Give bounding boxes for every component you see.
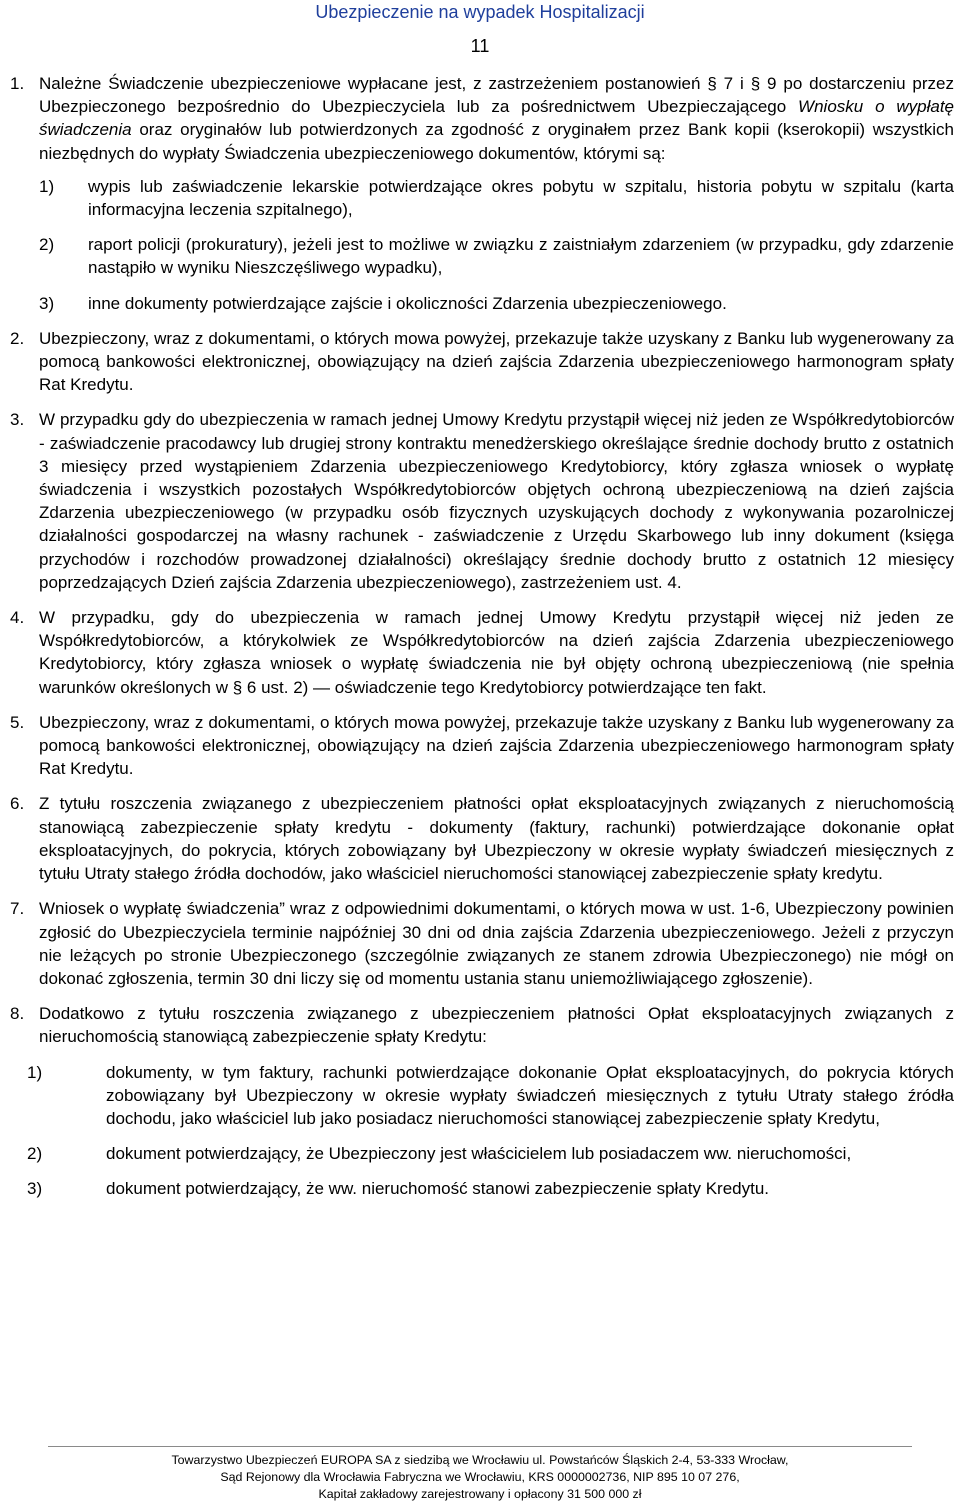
section-symbol: § 6 <box>232 677 257 697</box>
footer-divider <box>48 1446 912 1447</box>
section-2 <box>10 327 954 397</box>
document-body <box>10 72 954 1213</box>
section-number: 7. <box>10 899 25 919</box>
list-item: 1) wypis lub zaświadczenie lekarskie potwierdzające okres pobytu w szpitalu, historia pobytu w szpitalu (karta informacyjna leczenia szpitalnego), <box>39 176 954 220</box>
section-number: 4. <box>10 608 25 628</box>
list-item: 3) inne dokumenty potwierdzające zajście i okoliczności Zdarzenia ubezpieczeniowego. <box>39 293 727 313</box>
section-number: 3. <box>10 410 25 430</box>
section-text: Należne Świadczenie ubezpieczeniowe wypłacane jest, z zastrzeżeniem postanowień § 7 i § 9 po dostarczeniu przez Ubezpieczonego bezpośrednio do Ubezpieczyciela lub za pośrednictwem Ubezpieczającego Wniosku o wypłatę świadczenia oraz oryginałów lub potwierdzonych za zgodność z oryginałem przez Bank kopii (kserokopii) wszystkich niezbędnych do wypłaty Świadczenia ubezpieczeniowego dokumentów, którymi są: <box>39 74 954 163</box>
section-text: Wniosek o wypłatę świadczenia” wraz z odpowiednimi dokumentami, o których mowa w ust. 1-6, Ubezpieczony powinien zgłosić do Ubezpieczyciela terminie najpóźniej 30 dni od dnia zajścia Zdarzenia ubezpieczeniowego. Jeżeli z przyczyn nie leżących po stronie Ubezpieczonego (szczególnie związanych ze stanem zdrowia Ubezpieczonego) nie mógł on dokonać zgłoszenia, termin 30 dni liczy się od momentu ustania stanu uniemożliwiającego zgłoszenie). <box>39 899 954 988</box>
section-text: W przypadku, gdy do ubezpieczenia w ramach jednej Umowy Kredytu przystąpił więcej niż jeden ze Współkredytobiorców, a którykolwiek ze Współkredytobiorców na dzień zajścia Zdarzenia ubezpieczeniowego Kredytobiorcy, który zgłasza wniosek o wypłatę świadczenia nie był objęty ochroną ubezpieczeniową (nie spełnia warunków określonych w § 6 ust. 2) — oświadczenie tego Kredytobiorcy potwierdzające ten fakt. <box>39 608 954 697</box>
header-title-text: Ubezpieczenie na wypadek Hospitalizacji <box>315 2 645 22</box>
section-1 <box>10 72 954 315</box>
section-6 <box>10 792 954 885</box>
section-symbol: § 9 <box>750 74 777 93</box>
section-text: Dodatkowo z tytułu roszczenia związanego z ubezpieczeniem płatności Opłat eksploatacyjnych związanych z nieruchomością stanowiącą zabezpieczenie spłaty Kredytu: <box>39 1004 954 1047</box>
section-number: 8. <box>10 1004 25 1024</box>
section-number: 6. <box>10 794 25 814</box>
list-item: 2) raport policji (prokuratury), jeżeli jest to możliwe w związku z zaistniałym zdarzeniem (w przypadku, gdy zdarzenie nastąpiło w wyniku Nieszczęśliwego wypadku), <box>39 235 954 278</box>
page-number: 11 <box>470 36 490 56</box>
section-8 <box>10 1002 954 1200</box>
section-text: Ubezpieczony, wraz z dokumentami, o których mowa powyżej, przekazuje także uzyskany z Banku lub wygenerowany za pomocą bankowości elektronicznej, obowiązujący na dzień zajścia Zdarzenia ubezpieczeniowego harmonogram spłaty Rat Kredytu. <box>39 712 954 779</box>
section-number: 2. <box>10 328 25 348</box>
sublist <box>27 1061 954 1201</box>
list-item: 1) dokumenty, w tym faktury, rachunki potwierdzające dokonanie Opłat eksploatacyjnych, do pokrycia których zobowiązany był Ubezpieczony w okresie wypłaty świadczeń miesięcznych z tytułu Utraty stałego źródła dochodu, jako właściciel lub jako posiadacz nieruchomości stanowiącej zabezpieczenie spłaty Kredytu, <box>27 1062 954 1128</box>
section-3 <box>10 408 954 594</box>
sublist <box>39 175 954 315</box>
italic-term: Wniosku o wypłatę świadczenia <box>39 97 954 140</box>
footer-line: Kapitał zakładowy zarejestrowany i opłacony 31 500 000 zł <box>318 1487 642 1501</box>
section-number: 5. <box>10 712 25 732</box>
list-item: 2) dokument potwierdzający, że Ubezpieczony jest właścicielem lub posiadaczem ww. nieruchomości, <box>27 1144 852 1164</box>
section-4 <box>10 606 954 699</box>
list-item: 3) dokument potwierdzający, że ww. nieruchomość stanowi zabezpieczenie spłaty Kredytu. <box>27 1179 770 1199</box>
footer-line: Towarzystwo Ubezpieczeń EUROPA SA z siedzibą we Wrocławiu ul. Powstańców Śląskich 2-4, 53-333 Wrocław, <box>171 1453 789 1467</box>
section-text: Ubezpieczony, wraz z dokumentami, o których mowa powyżej, przekazuje także uzyskany z Banku lub wygenerowany za pomocą bankowości elektronicznej, obowiązujący na dzień zajścia Zdarzenia ubezpieczeniowego harmonogram spłaty Rat Kredytu. <box>39 328 954 395</box>
section-number: 1. <box>10 74 25 93</box>
section-7 <box>10 897 954 990</box>
section-text: Z tytułu roszczenia związanego z ubezpieczeniem płatności opłat eksploatacyjnych związanych z nieruchomością stanowiącą zabezpieczenie spłaty kredytu - dokumenty (faktury, rachunki) potwierdzające dokonanie opłat eksploatacyjnych, do pokrycia, których zobowiązany był Ubezpieczony w okresie wypłaty świadczeń miesięcznych z tytułu Utraty stałego źródła dochodów, jako właściciel nieruchomości stanowiącej zabezpieczenie spłaty kredytu. <box>39 794 954 884</box>
page-header-title <box>0 2 960 23</box>
section-text: W przypadku gdy do ubezpieczenia w ramach jednej Umowy Kredytu przystąpił więcej niż jeden ze Współkredytobiorców - zaświadczenie pracodawcy lub drugiej strony kontraktu menedżerskiego określające średnie dochody brutto z ostatnich 3 miesięcy przed wystąpieniem Zdarzenia ubezpieczeniowego Kredytobiorcy, który zgłasza wniosek o wypłatę świadczenia i wszystkich pozostałych Współkredytobiorców objętych ochroną ubezpieczeniową na dzień zajścia Zdarzenia ubezpieczeniowego (w przypadku osób fizycznych uzyskujących dochody z wykonywania pozarolniczej działalności gospodarczej na własny rachunek - zaświadczenie z Urzędu Skarbowego lub inny dokument (księga przychodów i rozchodów prowadzonej działalności) określający średnie dochody brutto z ostatnich 12 miesięcy poprzedzających Dzień zajścia Zdarzenia ubezpieczeniowego), zastrzeżeniem ust. 4. <box>39 410 954 592</box>
page-footer <box>0 1452 960 1503</box>
footer-line: Sąd Rejonowy dla Wrocławia Fabryczna we Wrocławiu, KRS 0000002736, NIP 895 10 07 276, <box>220 1470 740 1484</box>
section-symbol: § 7 <box>707 74 734 93</box>
section-5 <box>10 711 954 781</box>
